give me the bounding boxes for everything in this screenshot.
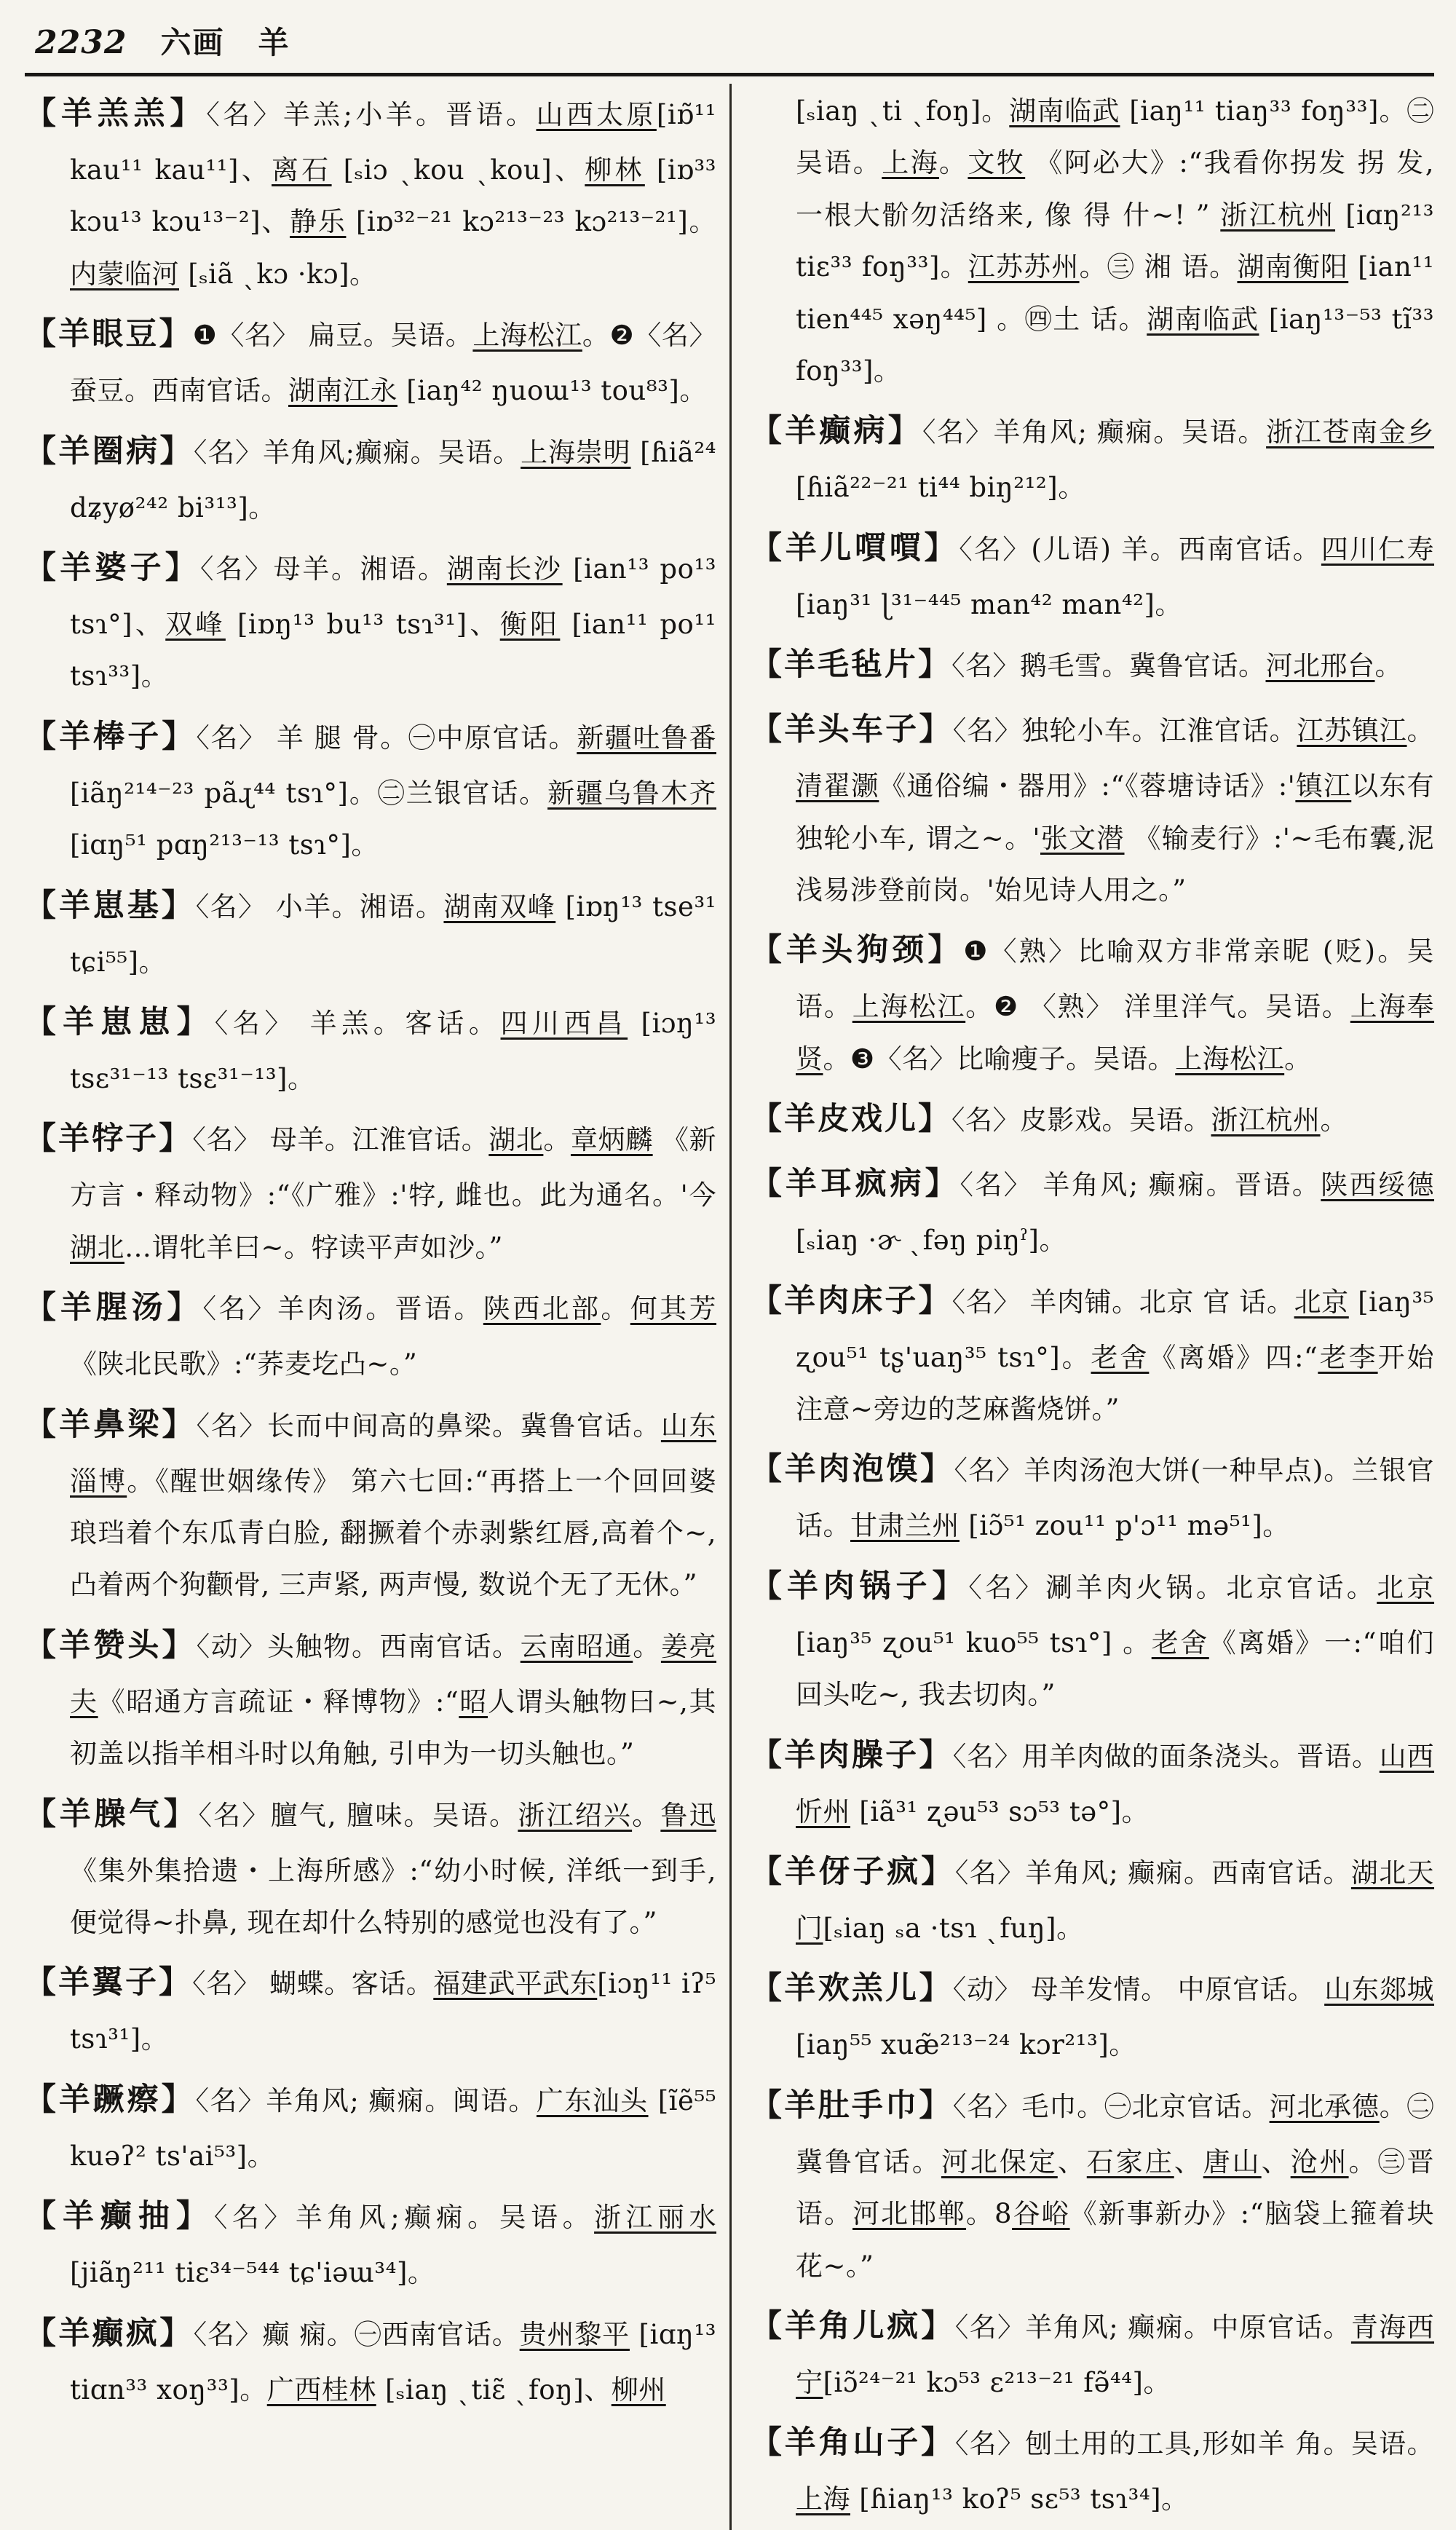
dict-entry [751,2413,1434,2525]
entry-text: 开始注意~旁边的芝麻酱烧饼。” [796,1341,1435,1425]
entry-text: [ɦiã²⁴ dʑyø²⁴² bi³¹³]。 [70,436,716,523]
entry-text: [iaŋ³¹ ɭ³¹⁻⁴⁴⁵ man⁴² man⁴²]。 [796,588,1182,620]
entry-headword: 【羊皮戏儿】 [751,1101,951,1138]
entry-text: [ₛiaŋ ₛa ·tsɿ ˎfuŋ]。 [823,1912,1084,1944]
entry-text: [iãŋ²¹⁴⁻²³ pãɻ⁴⁴ tsɿ°]。㊁兰银官话。 [70,777,548,809]
entry-text: 〈名〉羊角风; 癫痫。西南官话。 [954,1857,1351,1889]
proper-noun: 老李 [1318,1341,1378,1373]
dict-entry [25,1278,716,1390]
entry-headword: 【羊腥汤】 [25,1289,203,1327]
proper-noun: 北京 [1294,1286,1349,1318]
entry-text: 。 [1284,1043,1312,1075]
entry-text: 《离婚》一:“咱们回头吃~, 我去切肉。” [796,1626,1434,1711]
entry-text: 〈名〉膻气, 膻味。吴语。 [198,1799,518,1831]
dict-entry [751,1271,1434,1436]
proper-noun: 上海奉贤 [796,991,1435,1075]
entry-text: 。 [601,1293,630,1325]
dict-entry [25,2186,716,2298]
entry-text: 《新事新办》:“脑袋上箍着块花~。” [796,2198,1435,2282]
dict-entry [25,538,716,703]
entry-headword: 【羊肉锅子】 [751,1568,969,1605]
entry-text: [ₛiaŋ ˎtiɛ̃ ˎfoŋ]、 [376,2373,612,2406]
entry-text: [iɒ³²⁻²¹ kɔ²¹³⁻²³ kɔ²¹³⁻²¹]。 [346,206,716,238]
proper-noun: 新疆乌鲁木齐 [547,777,717,809]
entry-headword: 【羊赞头】 [25,1626,197,1664]
proper-noun: 老舍 [1091,1341,1150,1373]
dict-entry [751,700,1434,916]
entry-text: 《通俗编・器用》:“《蓉塘诗话》:' [879,770,1296,802]
entry-text: [ɦiã²²⁻²¹ ti⁴⁴ biŋ²¹²]。 [796,472,1085,504]
entry-text: [iɒŋ¹³ bu¹³ tsɿ³¹]、 [225,608,500,640]
dict-entry [751,1557,1434,1721]
entry-headword: 【羊圈病】 [25,432,194,470]
proper-noun: 上海松江 [852,991,966,1023]
entry-text: [ian¹³ po¹³ tsɿ°]、 [70,553,717,640]
proper-noun: 四川西昌 [500,1007,628,1039]
proper-noun: 内蒙临河 [70,258,179,290]
entry-text: [ĩẽ⁵⁵ kuəʔ² ts'ai⁵³]。 [70,2084,717,2172]
entry-headword: 【羊婆子】 [25,549,201,586]
entry-text: 《新方言・释动物》:“《广雅》:'牸, 雌也。此为通名。'今 [70,1124,717,1211]
proper-noun: 河北承德 [1269,2090,1380,2122]
entry-headword: 【羊崽崽】 [25,1003,215,1040]
entry-text: [iaŋ⁴² ŋuoɯ¹³ tou⁸³]。 [397,375,707,407]
proper-noun: 上海松江 [1175,1043,1285,1075]
entry-text: 〈动〉 母羊发情。 中原官话。 [952,1974,1325,2006]
entry-headword: 【羊癫病】 [751,413,922,450]
proper-noun: 山西太原 [536,99,657,130]
proper-noun: 江苏苏州 [968,251,1080,283]
entry-text: 〈名〉皮影戏。吴语。 [951,1104,1211,1136]
entry-text: 〈名〉 小羊。湘语。 [195,890,444,922]
proper-noun: 何其芳 [630,1293,717,1325]
proper-noun: 上海 [882,147,939,179]
proper-noun: 柳州 [611,2373,666,2406]
dict-entry [751,518,1434,630]
entry-headword: 【羊角山子】 [751,2424,955,2462]
proper-noun: 福建武平武东 [433,1968,598,2000]
entry-text: 〈名〉羊角风;癫痫。吴语。 [193,436,521,468]
entry-text: [iɑŋ⁵¹ pɑŋ²¹³⁻¹³ tsɿ°]。 [70,829,379,861]
left-column [25,84,729,2530]
proper-noun: 上海 [796,2483,850,2515]
dict-entry [751,920,1434,1085]
entry-text: 〈名〉用羊肉做的面条浇头。晋语。 [952,1740,1380,1772]
entry-headword: 【羊肉床子】 [751,1282,952,1319]
dict-entry [751,1842,1434,1954]
entry-text: 〈名〉羊角风; 癫痫。吴语。 [922,416,1267,448]
entry-headword: 【羊伢子疯】 [751,1853,955,1890]
dict-entry [25,422,716,534]
dict-entry [25,707,716,871]
dict-entry [25,876,716,988]
entry-text: 。 [1374,650,1402,682]
proper-noun: 石家庄 [1086,2146,1174,2178]
proper-noun: 静乐 [289,206,347,238]
proper-noun: 贵州黎平 [519,2318,630,2350]
entry-text: [iɔ̃²⁴⁻²¹ kɔ⁵³ ɛ²¹³⁻²¹ fə̃⁴⁴]。 [823,2366,1171,2398]
entry-text: 〈名〉涮羊肉火锅。北京官话。 [968,1571,1377,1603]
entry-headword: 【羊毛毡片】 [751,647,951,684]
entry-text: [iaŋ¹³⁻⁵³ tĩ³³ foŋ³³]。 [796,303,1434,387]
entry-text: 、 [1261,2146,1291,2178]
entry-text: 。 [939,147,968,179]
proper-noun: 浙江绍兴 [518,1799,633,1831]
entry-text: [iɒŋ¹³ tse³¹ tɕi⁵⁵]。 [70,890,717,978]
entry-text: [ₛiaŋ ·ɚ ˎfəŋ piŋˀ]。 [796,1225,1067,1257]
dict-entry [25,1395,716,1611]
entry-text: 〈名〉 羊肉铺。北京 官 话。 [951,1286,1294,1318]
entry-text: 、 [1057,2146,1087,2178]
entry-text: [jiãŋ²¹¹ tiɛ³⁴⁻⁵⁴⁴ tɕ'iəɯ³⁴]。 [70,2257,435,2289]
entry-headword: 【羊儿嘪嘪】 [751,529,960,566]
entry-headword: 【羊欢羔儿】 [751,1970,953,2007]
entry-headword: 【羊眼豆】 [25,316,193,353]
entry-text: 〈名〉刨土用的工具,形如羊 角。吴语。 [954,2428,1434,2460]
entry-text: 《阿必大》:“我看你拐发 拐 发, 一根大骱勿活络来, 像 得 什~! ” [796,147,1435,231]
entry-text: 。 [633,1630,661,1662]
entry-text: [iɔŋ¹³ tsɛ³¹⁻¹³ tsɛ³¹⁻¹³]。 [70,1007,717,1094]
proper-noun: 离石 [272,154,332,186]
entry-text: 〈名〉羊角风; 癫痫。闽语。 [195,2084,537,2116]
dict-entry [25,304,716,416]
entry-text: [iaŋ⁵⁵ xuæ̃²¹³⁻²⁴ kɔr²¹³]。 [796,2029,1136,2061]
entry-headword: 【羊崽基】 [25,887,196,924]
entry-text: 〈名〉羊角风;癫痫。吴语。 [213,2202,595,2234]
proper-noun: 沧州 [1290,2146,1349,2178]
entry-text: [iɑŋ¹³ tiɑn³³ xoŋ³³]。 [70,2318,717,2406]
proper-noun: 唐山 [1203,2146,1262,2178]
entry-text: 《昭通方言疏证・释博物》:“ [98,1685,459,1717]
proper-noun: 上海松江 [472,320,582,352]
proper-noun: 上海崇明 [521,436,631,468]
entry-text: [iɔ̃⁵¹ zou¹¹ p'ɔ¹¹ mə⁵¹]。 [960,1510,1290,1542]
entry-text: 〈名〉羊肉汤泡大饼(一种早点)。兰银官话。 [796,1455,1434,1542]
proper-noun: 新疆吐鲁番 [577,722,716,754]
dict-entry [25,2304,716,2416]
entry-text: [iɔŋ¹¹ iʔ⁵ tsɿ³¹]。 [70,1968,717,2055]
entry-text: 〈名〉羊肉汤。晋语。 [202,1293,483,1325]
proper-noun: 甘肃兰州 [850,1510,960,1542]
entry-headword: 【羊角儿疯】 [751,2307,955,2344]
entry-headword: 【羊翼子】 [25,1964,192,2001]
proper-noun: 湖南衡阳 [1237,251,1349,283]
entry-text: 、 [1174,2146,1203,2178]
entry-text: ❶〈名〉 扁豆。吴语。 [192,320,473,352]
dict-entry [25,1953,716,2065]
proper-noun: 山西忻州 [796,1740,1435,1827]
proper-noun: 双峰 [165,608,226,640]
entry-text: 。❷ 〈熟〉 洋里洋气。吴语。 [965,991,1350,1023]
entry-text: 《离婚》四:“ [1149,1341,1318,1373]
proper-noun: 湖南临武 [1009,95,1120,127]
proper-noun: 河北保定 [941,2146,1058,2178]
entry-headword: 【羊癫抽】 [25,2198,214,2235]
entry-text: 〈名〉 羊羔。客话。 [214,1007,501,1039]
entry-headword: 【羊耳疯病】 [751,1166,960,1203]
dict-entry-continuation [751,85,1434,397]
proper-noun: 老舍 [1151,1626,1209,1659]
dict-entry [751,1439,1434,1551]
entry-text: 〈名〉鹅毛雪。冀鲁官话。 [951,650,1266,682]
proper-noun: 山东郯城 [1324,1974,1435,2006]
entry-text: [iɒ̃¹¹ kau¹¹ kau¹¹]、 [70,99,717,186]
proper-noun: 张文潜 [1040,822,1125,854]
proper-noun: 衡阳 [499,608,561,640]
entry-headword: 【羊羔羔】 [25,95,207,132]
entry-headword: 【羊癫疯】 [25,2314,194,2352]
entry-text: 〈名〉 羊角风; 癫痫。晋语。 [960,1169,1321,1201]
columns [25,84,1434,2530]
entry-text: 〈名〉羊羔;小羊。晋语。 [206,99,537,130]
dict-entry [25,2070,716,2182]
proper-noun: 文牧 [968,147,1026,179]
stroke-section-label: 六画 [160,25,225,60]
entry-text: 。❸〈名〉比喻瘦子。吴语。 [823,1043,1176,1075]
right-column [729,84,1434,2530]
dict-entry [751,1089,1434,1150]
entry-text: 以东有独轮小车, 谓之~。' [796,770,1435,854]
proper-noun: 浙江杭州 [1211,1104,1321,1136]
entry-headword: 【羊肉泡馍】 [751,1451,954,1488]
entry-headword: 【羊头狗颈】 [751,932,964,969]
entry-text: 。㊂晋语。 [796,2146,1435,2230]
entry-headword: 【羊头车子】 [751,711,953,748]
proper-noun: 江苏镇江 [1297,715,1407,747]
entry-text: [ₛiaŋ ˎti ˎfoŋ]。 [796,95,1010,127]
entry-text: 。❷〈名〉蚕豆。西南官话。 [70,320,717,407]
entry-text: 。 [1320,1104,1348,1136]
entry-text: 《输麦行》:'~毛布囊,泥浅易涉登前岗。'始见诗人用之。” [796,822,1434,906]
proper-noun: 姜亮夫 [70,1630,717,1717]
dict-entry [25,1784,716,1949]
entry-text: ❶〈熟〉比喻双方非常亲昵 (贬)。吴语。 [796,936,1434,1023]
proper-noun: 河北邯郸 [852,2198,967,2230]
dict-entry [751,1154,1434,1266]
entry-text: 。㊁冀鲁官话。 [796,2090,1435,2178]
proper-noun: 四川仁寿 [1321,533,1435,565]
entry-text: 〈名〉独轮小车。江淮官话。 [952,715,1297,747]
entry-text: …谓牝羊曰~。牸读平声如沙。” [124,1231,503,1263]
dict-entry [751,635,1434,695]
entry-headword: 【羊蹶瘵】 [25,2081,196,2118]
entry-text: 。8 [966,2198,1013,2230]
entry-headword: 【羊肉臊子】 [751,1736,953,1774]
entry-text: 。 [632,1799,661,1831]
entry-text: 人谓头触物曰~,其初盖以指羊相斗时以角触, 引申为一切头触也。” [70,1685,717,1770]
proper-noun: 河北邢台 [1265,650,1375,682]
entry-text: 《集外集拾遗・上海所感》:“幼小时候, 洋纸一到手, 便觉得~扑鼻, 现在却什么特别的感觉也没有了。” [70,1854,716,1938]
proper-noun: 广东汕头 [536,2084,649,2116]
proper-noun: 青海西宁 [796,2311,1435,2398]
dict-entry [751,2296,1434,2408]
entry-headword: 【羊肚手巾】 [751,2087,953,2124]
entry-text: 〈名〉母羊。湘语。 [200,553,447,585]
entry-text: 〈名〉(儿语) 羊。西南官话。 [959,533,1321,565]
entry-text: 。 [1406,715,1435,747]
proper-noun: 镇江 [1295,770,1352,802]
dict-entry [751,2076,1434,2292]
dict-entry [25,84,716,300]
entry-headword: 【羊棒子】 [25,718,197,755]
entry-headword: 【羊牸子】 [25,1120,193,1158]
proper-noun: 浙江丽水 [594,2202,717,2234]
page-number: 2232 [35,24,127,61]
proper-noun: 湖北 [488,1124,544,1156]
proper-noun: 陕西北部 [483,1293,601,1325]
entry-text: [ₛiɔ ˎkou ˎkou]、 [331,154,585,186]
entry-text: 〈名〉毛巾。㊀北京官话。 [952,2090,1270,2122]
proper-noun: 湖北 [70,1231,124,1263]
page-header [25,19,1434,63]
proper-noun: 山东淄博 [70,1410,717,1497]
entry-text: 。《醒世姻缘传》 第六七回:“再搭上一个回回婆琅珰着个东瓜青白脸, 翻撅着个赤剥紫红唇,高着个~, 凸着两个狗颧骨, 三声紧, 两声慢, 数说个无了无休。” [70,1465,717,1601]
entry-headword: 【羊臊气】 [25,1795,199,1833]
entry-text: [ian¹¹ po¹¹ tsɿ³³]。 [70,608,716,692]
dict-entry [25,992,716,1104]
entry-text: [iaŋ³⁵ ʐou⁵¹ kuo⁵⁵ tsɿ°] 。 [796,1626,1152,1659]
entry-text: 《陕北民歌》:“荞麦圪凸~。” [70,1348,418,1380]
entry-text: [iaŋ³⁵ ʐou⁵¹ tʂ'uaŋ³⁵ tsɿ°]。 [796,1286,1434,1373]
proper-noun: 浙江苍南金乡 [1266,416,1435,448]
entry-text: 〈名〉羊角风; 癫痫。中原官话。 [954,2311,1351,2343]
dict-entry [25,1616,716,1780]
entry-text: 。㊂ 湘 语。 [1079,251,1238,283]
entry-text: [ₛiã ˎkɔ ·kɔ]。 [179,258,377,290]
proper-noun: 章炳麟 [570,1124,653,1156]
proper-noun: 湖南双峰 [443,890,556,922]
proper-noun: 浙江杭州 [1220,199,1336,231]
entry-headword: 【羊鼻梁】 [25,1406,197,1443]
entry-text: 〈名〉 羊 腿 骨。㊀中原官话。 [196,722,577,754]
entry-text: 〈动〉头触物。西南官话。 [196,1630,521,1662]
proper-noun: 湖南长沙 [446,553,563,585]
proper-noun: 鲁迅 [660,1799,717,1831]
entry-text: 〈名〉癫 痫。㊀西南官话。 [193,2318,520,2350]
proper-noun: 湖北天门 [796,1857,1435,1944]
proper-noun: 广西桂林 [266,2373,376,2406]
proper-noun: 昭 [459,1685,488,1717]
entry-text: [iaŋ¹¹ tiaŋ³³ foŋ³³]。㊁吴语。 [796,95,1434,179]
proper-noun: 湖南临武 [1147,303,1259,335]
dict-entry [25,1109,716,1273]
proper-noun: 谷峪 [1012,2198,1070,2230]
dict-entry [751,401,1434,513]
proper-noun: 柳林 [585,154,645,186]
entry-text: 〈名〉 母羊。江淮官话。 [192,1124,489,1156]
entry-text: [iã³¹ ʐəu⁵³ sɔ⁵³ tə°]。 [850,1795,1150,1827]
proper-noun: 清翟灏 [796,770,879,802]
dict-entry [751,1725,1434,1838]
entry-text: [ɦiaŋ¹³ koʔ⁵ sɛ⁵³ tsɿ³⁴]。 [850,2483,1189,2515]
entry-text: 〈名〉长而中间高的鼻梁。冀鲁官话。 [196,1410,661,1442]
header-rule [25,73,1434,76]
proper-noun: 北京 [1377,1571,1435,1603]
dict-entry [751,1958,1434,2071]
proper-noun: 云南昭通 [520,1630,633,1662]
entry-text: 〈名〉 蝴蝶。客话。 [192,1968,434,2000]
entry-text: [ian¹¹ tien⁴⁴⁵ xəŋ⁴⁴⁵] 。㊃土 话。 [796,251,1434,335]
entry-text: 。 [543,1124,571,1156]
proper-noun: 陕西绥德 [1321,1169,1435,1201]
entry-text: [iɒ³³ kɔu¹³ kɔu¹³⁻²]、 [70,154,717,238]
proper-noun: 湖南江永 [288,375,397,407]
entry-text: [iɑŋ²¹³ tiɛ³³ foŋ³³]。 [796,199,1435,283]
radical-label: 羊 [258,25,290,60]
